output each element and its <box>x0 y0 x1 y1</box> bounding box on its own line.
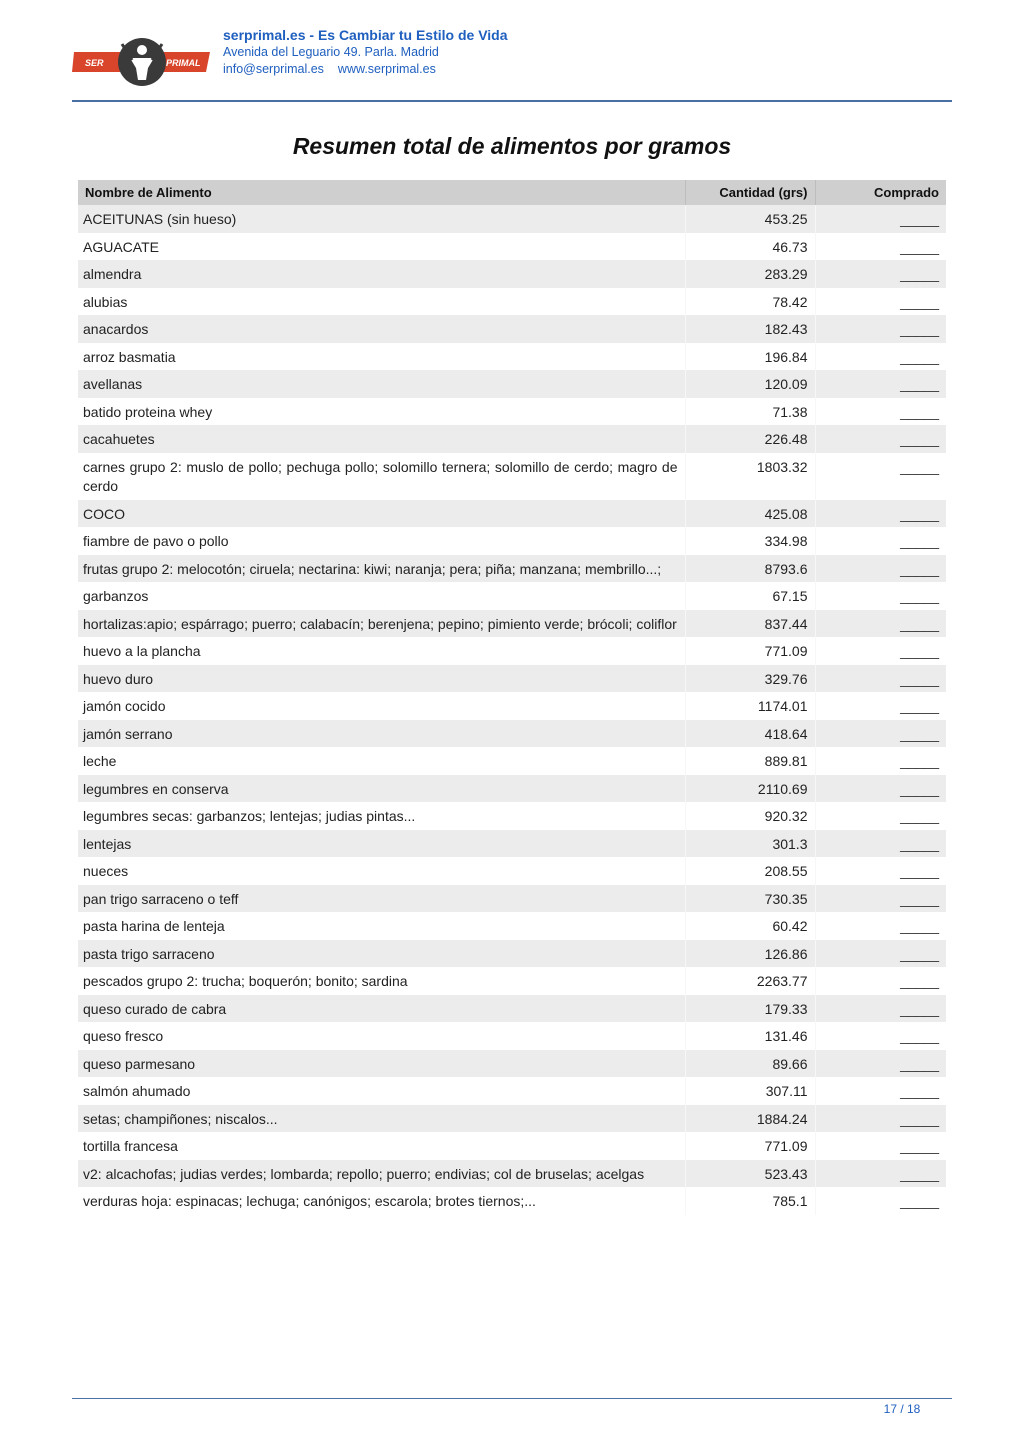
bought-checkbox-cell[interactable]: _____ <box>815 555 946 583</box>
table-row <box>78 1022 946 1050</box>
bought-checkbox-cell[interactable]: _____ <box>815 343 946 371</box>
quantity-cell: 67.15 <box>685 582 815 610</box>
table-row <box>78 233 946 261</box>
bought-checkbox-cell[interactable]: _____ <box>815 967 946 995</box>
company-info <box>223 27 508 78</box>
quantity-cell: 8793.6 <box>685 555 815 583</box>
table-row <box>78 555 946 583</box>
serprimal-logo <box>72 34 212 90</box>
bought-checkbox-cell[interactable]: _____ <box>815 857 946 885</box>
table-row <box>78 637 946 665</box>
page-number: 17 / 18 <box>883 1402 921 1416</box>
bought-checkbox-cell[interactable]: _____ <box>815 830 946 858</box>
bought-checkbox-cell[interactable]: _____ <box>815 1160 946 1188</box>
column-header-name: Nombre de Alimento <box>78 180 685 205</box>
table-header-row <box>78 180 946 205</box>
table-row <box>78 940 946 968</box>
quantity-cell: 771.09 <box>685 637 815 665</box>
quantity-cell: 182.43 <box>685 315 815 343</box>
bought-checkbox-cell[interactable]: _____ <box>815 912 946 940</box>
food-name-cell: verduras hoja: espinacas; lechuga; canónigos; escarola; brotes tiernos;... <box>78 1187 685 1215</box>
bought-checkbox-cell[interactable]: _____ <box>815 527 946 555</box>
food-name-cell: setas; champiñones; niscalos... <box>78 1105 685 1133</box>
bought-checkbox-cell[interactable]: _____ <box>815 692 946 720</box>
food-name-cell: pescados grupo 2: trucha; boquerón; bonito; sardina <box>78 967 685 995</box>
company-email[interactable]: info@serprimal.es <box>223 62 324 76</box>
table-row <box>78 665 946 693</box>
food-name-cell: hortalizas:apio; espárrago; puerro; calabacín; berenjena; pepino; pimiento verde; brócoli; coliflor <box>78 610 685 638</box>
table-row <box>78 1077 946 1105</box>
bought-checkbox-cell[interactable]: _____ <box>815 637 946 665</box>
food-name-cell: legumbres secas: garbanzos; lentejas; judias pintas... <box>78 802 685 830</box>
quantity-cell: 1884.24 <box>685 1105 815 1133</box>
food-name-cell: v2: alcachofas; judias verdes; lombarda; repollo; puerro; endivias; col de bruselas; acelgas <box>78 1160 685 1188</box>
bought-checkbox-cell[interactable]: _____ <box>815 453 946 500</box>
table-row <box>78 610 946 638</box>
food-name-cell: batido proteina whey <box>78 398 685 426</box>
food-name-cell: salmón ahumado <box>78 1077 685 1105</box>
table-row <box>78 1160 946 1188</box>
bought-checkbox-cell[interactable]: _____ <box>815 665 946 693</box>
bought-checkbox-cell[interactable]: _____ <box>815 288 946 316</box>
bought-checkbox-cell[interactable]: _____ <box>815 885 946 913</box>
header-divider <box>72 100 952 102</box>
food-name-cell: jamón serrano <box>78 720 685 748</box>
table-row <box>78 288 946 316</box>
table-row <box>78 720 946 748</box>
quantity-cell: 1803.32 <box>685 453 815 500</box>
bought-checkbox-cell[interactable]: _____ <box>815 1132 946 1160</box>
table-row <box>78 205 946 233</box>
bought-checkbox-cell[interactable]: _____ <box>815 940 946 968</box>
quantity-cell: 46.73 <box>685 233 815 261</box>
food-name-cell: cacahuetes <box>78 425 685 453</box>
logo-text-right: PRIMAL <box>166 58 201 68</box>
quantity-cell: 126.86 <box>685 940 815 968</box>
bought-checkbox-cell[interactable]: _____ <box>815 233 946 261</box>
bought-checkbox-cell[interactable]: _____ <box>815 398 946 426</box>
quantity-cell: 837.44 <box>685 610 815 638</box>
table-row <box>78 1050 946 1078</box>
quantity-cell: 1174.01 <box>685 692 815 720</box>
table-row <box>78 1105 946 1133</box>
company-contact <box>223 61 508 78</box>
bought-checkbox-cell[interactable]: _____ <box>815 1105 946 1133</box>
company-address: Avenida del Leguario 49. Parla. Madrid <box>223 45 439 59</box>
quantity-cell: 920.32 <box>685 802 815 830</box>
bought-checkbox-cell[interactable]: _____ <box>815 1022 946 1050</box>
bought-checkbox-cell[interactable]: _____ <box>815 1187 946 1215</box>
page-title: Resumen total de alimentos por gramos <box>292 133 732 159</box>
table-row <box>78 1187 946 1215</box>
food-name-cell: avellanas <box>78 370 685 398</box>
table-row <box>78 830 946 858</box>
quantity-cell: 120.09 <box>685 370 815 398</box>
quantity-cell: 226.48 <box>685 425 815 453</box>
quantity-cell: 71.38 <box>685 398 815 426</box>
quantity-cell: 425.08 <box>685 500 815 528</box>
food-summary-table <box>78 180 946 1215</box>
table-row <box>78 912 946 940</box>
quantity-cell: 523.43 <box>685 1160 815 1188</box>
table-row <box>78 692 946 720</box>
bought-checkbox-cell[interactable]: _____ <box>815 1077 946 1105</box>
food-name-cell: queso parmesano <box>78 1050 685 1078</box>
food-name-cell: COCO <box>78 500 685 528</box>
quantity-cell: 889.81 <box>685 747 815 775</box>
food-name-cell: huevo a la plancha <box>78 637 685 665</box>
bought-checkbox-cell[interactable]: _____ <box>815 775 946 803</box>
quantity-cell: 307.11 <box>685 1077 815 1105</box>
food-name-cell: garbanzos <box>78 582 685 610</box>
table-row <box>78 1132 946 1160</box>
food-name-cell: anacardos <box>78 315 685 343</box>
food-name-cell: tortilla francesa <box>78 1132 685 1160</box>
food-name-cell: fiambre de pavo o pollo <box>78 527 685 555</box>
bought-checkbox-cell[interactable]: _____ <box>815 315 946 343</box>
table-row <box>78 802 946 830</box>
quantity-cell: 453.25 <box>685 205 815 233</box>
table-row <box>78 747 946 775</box>
table-row <box>78 857 946 885</box>
quantity-cell: 329.76 <box>685 665 815 693</box>
quantity-cell: 771.09 <box>685 1132 815 1160</box>
food-name-cell: alubias <box>78 288 685 316</box>
food-name-cell: arroz basmatia <box>78 343 685 371</box>
quantity-cell: 334.98 <box>685 527 815 555</box>
logo-text-left: SER <box>85 58 104 68</box>
quantity-cell: 730.35 <box>685 885 815 913</box>
bought-checkbox-cell[interactable]: _____ <box>815 720 946 748</box>
food-name-cell: pasta trigo sarraceno <box>78 940 685 968</box>
table-row <box>78 995 946 1023</box>
table-row <box>78 260 946 288</box>
bought-checkbox-cell[interactable]: _____ <box>815 610 946 638</box>
food-name-cell: queso fresco <box>78 1022 685 1050</box>
quantity-cell: 208.55 <box>685 857 815 885</box>
food-name-cell: frutas grupo 2: melocotón; ciruela; nectarina: kiwi; naranja; pera; piña; manzana; membrillo...; <box>78 555 685 583</box>
table-row <box>78 343 946 371</box>
table-row <box>78 315 946 343</box>
bought-checkbox-cell[interactable]: _____ <box>815 1050 946 1078</box>
quantity-cell: 2263.77 <box>685 967 815 995</box>
quantity-cell: 78.42 <box>685 288 815 316</box>
quantity-cell: 301.3 <box>685 830 815 858</box>
food-name-cell: huevo duro <box>78 665 685 693</box>
food-name-cell: nueces <box>78 857 685 885</box>
food-name-cell: legumbres en conserva <box>78 775 685 803</box>
table-row <box>78 775 946 803</box>
table-row <box>78 527 946 555</box>
food-name-cell: jamón cocido <box>78 692 685 720</box>
page-header <box>72 24 952 100</box>
column-header-quantity: Cantidad (grs) <box>685 180 815 205</box>
food-name-cell: carnes grupo 2: muslo de pollo; pechuga pollo; solomillo ternera; solomillo de cerdo; magro de cerdo <box>78 453 685 500</box>
bought-checkbox-cell[interactable]: _____ <box>815 260 946 288</box>
table-row <box>78 453 946 500</box>
bought-checkbox-cell[interactable]: _____ <box>815 582 946 610</box>
food-name-cell: lentejas <box>78 830 685 858</box>
food-name-cell: almendra <box>78 260 685 288</box>
table-row <box>78 582 946 610</box>
company-website[interactable]: www.serprimal.es <box>337 62 436 76</box>
company-name: serprimal.es - Es Cambiar tu Estilo de Vida <box>223 27 508 43</box>
quantity-cell: 196.84 <box>685 343 815 371</box>
quantity-cell: 89.66 <box>685 1050 815 1078</box>
footer-divider <box>72 1398 952 1399</box>
table-row <box>78 425 946 453</box>
quantity-cell: 2110.69 <box>685 775 815 803</box>
food-name-cell: pasta harina de lenteja <box>78 912 685 940</box>
column-header-bought: Comprado <box>815 180 946 205</box>
table-row <box>78 967 946 995</box>
quantity-cell: 283.29 <box>685 260 815 288</box>
food-name-cell: leche <box>78 747 685 775</box>
quantity-cell: 131.46 <box>685 1022 815 1050</box>
quantity-cell: 179.33 <box>685 995 815 1023</box>
table-row <box>78 370 946 398</box>
bought-checkbox-cell[interactable]: _____ <box>815 425 946 453</box>
food-name-cell: pan trigo sarraceno o teff <box>78 885 685 913</box>
bought-checkbox-cell[interactable]: _____ <box>815 500 946 528</box>
quantity-cell: 785.1 <box>685 1187 815 1215</box>
table-row <box>78 398 946 426</box>
food-name-cell: queso curado de cabra <box>78 995 685 1023</box>
quantity-cell: 60.42 <box>685 912 815 940</box>
quantity-cell: 418.64 <box>685 720 815 748</box>
table-row <box>78 500 946 528</box>
bought-checkbox-cell[interactable]: _____ <box>815 995 946 1023</box>
bought-checkbox-cell[interactable]: _____ <box>815 370 946 398</box>
bought-checkbox-cell[interactable]: _____ <box>815 205 946 233</box>
bought-checkbox-cell[interactable]: _____ <box>815 747 946 775</box>
bought-checkbox-cell[interactable]: _____ <box>815 802 946 830</box>
food-name-cell: ACEITUNAS (sin hueso) <box>78 205 685 233</box>
food-name-cell: AGUACATE <box>78 233 685 261</box>
table-row <box>78 885 946 913</box>
